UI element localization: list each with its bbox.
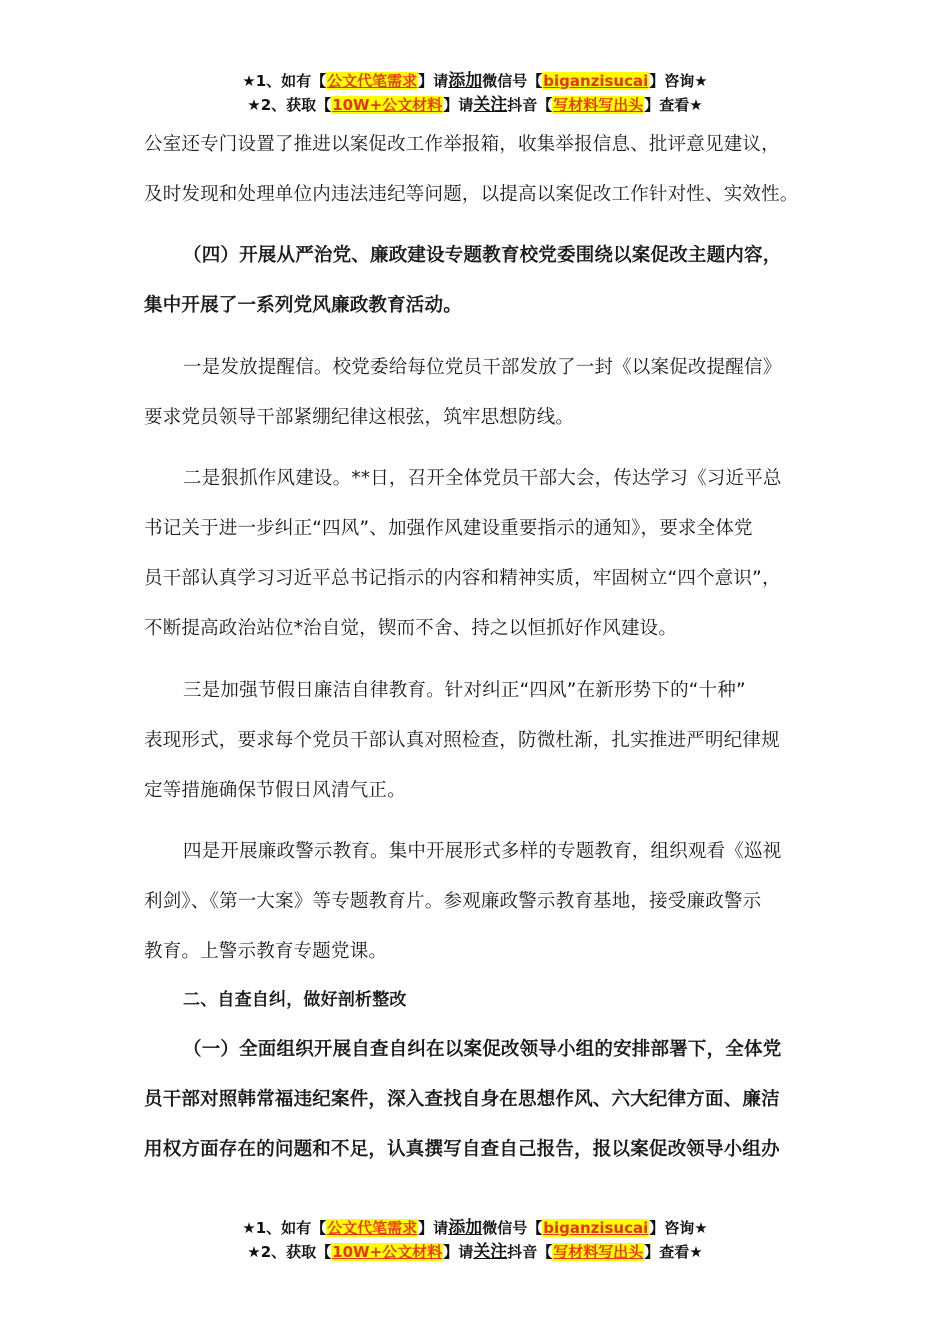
paragraph-line: 书记关于进一步纠正“四风”、加强作风建设重要指示的通知》，要求全体党 xyxy=(144,518,753,539)
chapter-heading: 二、自查自纠，做好剖析整改 xyxy=(183,990,407,1010)
banner-text: 抖音【 xyxy=(507,96,553,114)
body-line: 公室还专门设置了推进以案促改工作举报箱，收集举报信息、批评意见建议， xyxy=(144,134,780,155)
banner-emphasis: 关注 xyxy=(473,95,508,115)
paragraph-line: 不断提高政治站位*治自觉，锲而不舍、持之以恒抓好作风建设。 xyxy=(144,618,678,639)
banner-emphasis: 关注 xyxy=(473,1242,508,1262)
paragraph-line: 表现形式，要求每个党员干部认真对照检查，防微杜渐，扎实推进严明纪律规 xyxy=(144,730,780,751)
paragraph-line: 定等措施确保节假日风清气正。 xyxy=(144,780,406,801)
promo-banner-top-line1 xyxy=(0,70,950,93)
banner-text: ★2、获取【 xyxy=(247,96,332,114)
banner-text: 】请 xyxy=(418,72,449,90)
paragraph-line: 二是狠抓作风建设。**日，召开全体党员干部大会，传达学习《习近平总 xyxy=(183,468,782,489)
banner-text: 】查看★ xyxy=(644,96,703,114)
banner-text: 】请 xyxy=(443,96,474,114)
banner-highlight[interactable]: 公文代笔需求 xyxy=(327,1219,418,1237)
banner-text: 抖音【 xyxy=(507,1243,553,1261)
banner-text: 】请 xyxy=(418,1219,449,1237)
banner-text: 】咨询★ xyxy=(649,72,708,90)
section-heading: 集中开展了一系列党风廉政教育活动。 xyxy=(144,295,462,316)
paragraph-line: 一是发放提醒信。校党委给每位党员干部发放了一封《以案促改提醒信》 xyxy=(183,357,782,378)
section-heading: 用权方面存在的问题和不足，认真撰写自查自己报告，报以案促改领导小组办 xyxy=(144,1139,780,1160)
banner-douyin-id[interactable]: 写材料写出头 xyxy=(553,96,644,114)
body-line: 及时发现和处理单位内违法违纪等问题，以提高以案促改工作针对性、实效性。 xyxy=(144,184,799,205)
banner-text: 】咨询★ xyxy=(649,1219,708,1237)
paragraph-line: 要求党员领导干部紧绷纪律这根弦，筑牢思想防线。 xyxy=(144,407,575,428)
paragraph-line: 利剑》、《第一大案》等专题教育片。参观廉政警示教育基地，接受廉政警示 xyxy=(144,891,762,912)
banner-text: ★2、获取【 xyxy=(247,1243,332,1261)
banner-text: 】查看★ xyxy=(644,1243,703,1261)
section-heading: 员干部对照韩常福违纪案件，深入查找自身在思想作风、六大纪律方面、廉洁 xyxy=(144,1089,780,1110)
promo-banner-top-line2 xyxy=(0,94,950,117)
paragraph-line: 员干部认真学习习近平总书记指示的内容和精神实质，牢固树立“四个意识”， xyxy=(144,568,781,589)
banner-highlight[interactable]: 公文代笔需求 xyxy=(327,72,418,90)
banner-wechat-id[interactable]: biganzisucai xyxy=(543,1219,649,1237)
banner-text: 微信号【 xyxy=(482,72,543,90)
banner-emphasis: 添加 xyxy=(448,1218,483,1238)
banner-text: 微信号【 xyxy=(482,1219,543,1237)
section-heading: （一）全面组织开展自查自纠在以案促改领导小组的安排部署下，全体党 xyxy=(183,1039,782,1060)
promo-banner-bottom-line1 xyxy=(0,1217,950,1240)
banner-highlight[interactable]: 10W+公文材料 xyxy=(332,96,443,114)
section-heading: （四）开展从严治党、廉政建设专题教育校党委围绕以案促改主题内容， xyxy=(183,245,782,266)
banner-text: 】请 xyxy=(443,1243,474,1261)
banner-text: ★1、如有【 xyxy=(242,72,327,90)
paragraph-line: 教育。上警示教育专题党课。 xyxy=(144,941,388,962)
banner-emphasis: 添加 xyxy=(448,71,483,91)
banner-highlight[interactable]: 10W+公文材料 xyxy=(332,1243,443,1261)
banner-wechat-id[interactable]: biganzisucai xyxy=(543,72,649,90)
paragraph-line: 四是开展廉政警示教育。集中开展形式多样的专题教育，组织观看《巡视 xyxy=(183,841,782,862)
banner-text: ★1、如有【 xyxy=(242,1219,327,1237)
promo-banner-bottom-line2 xyxy=(0,1241,950,1264)
paragraph-line: 三是加强节假日廉洁自律教育。针对纠正“四风”在新形势下的“十种” xyxy=(183,680,746,701)
banner-douyin-id[interactable]: 写材料写出头 xyxy=(553,1243,644,1261)
